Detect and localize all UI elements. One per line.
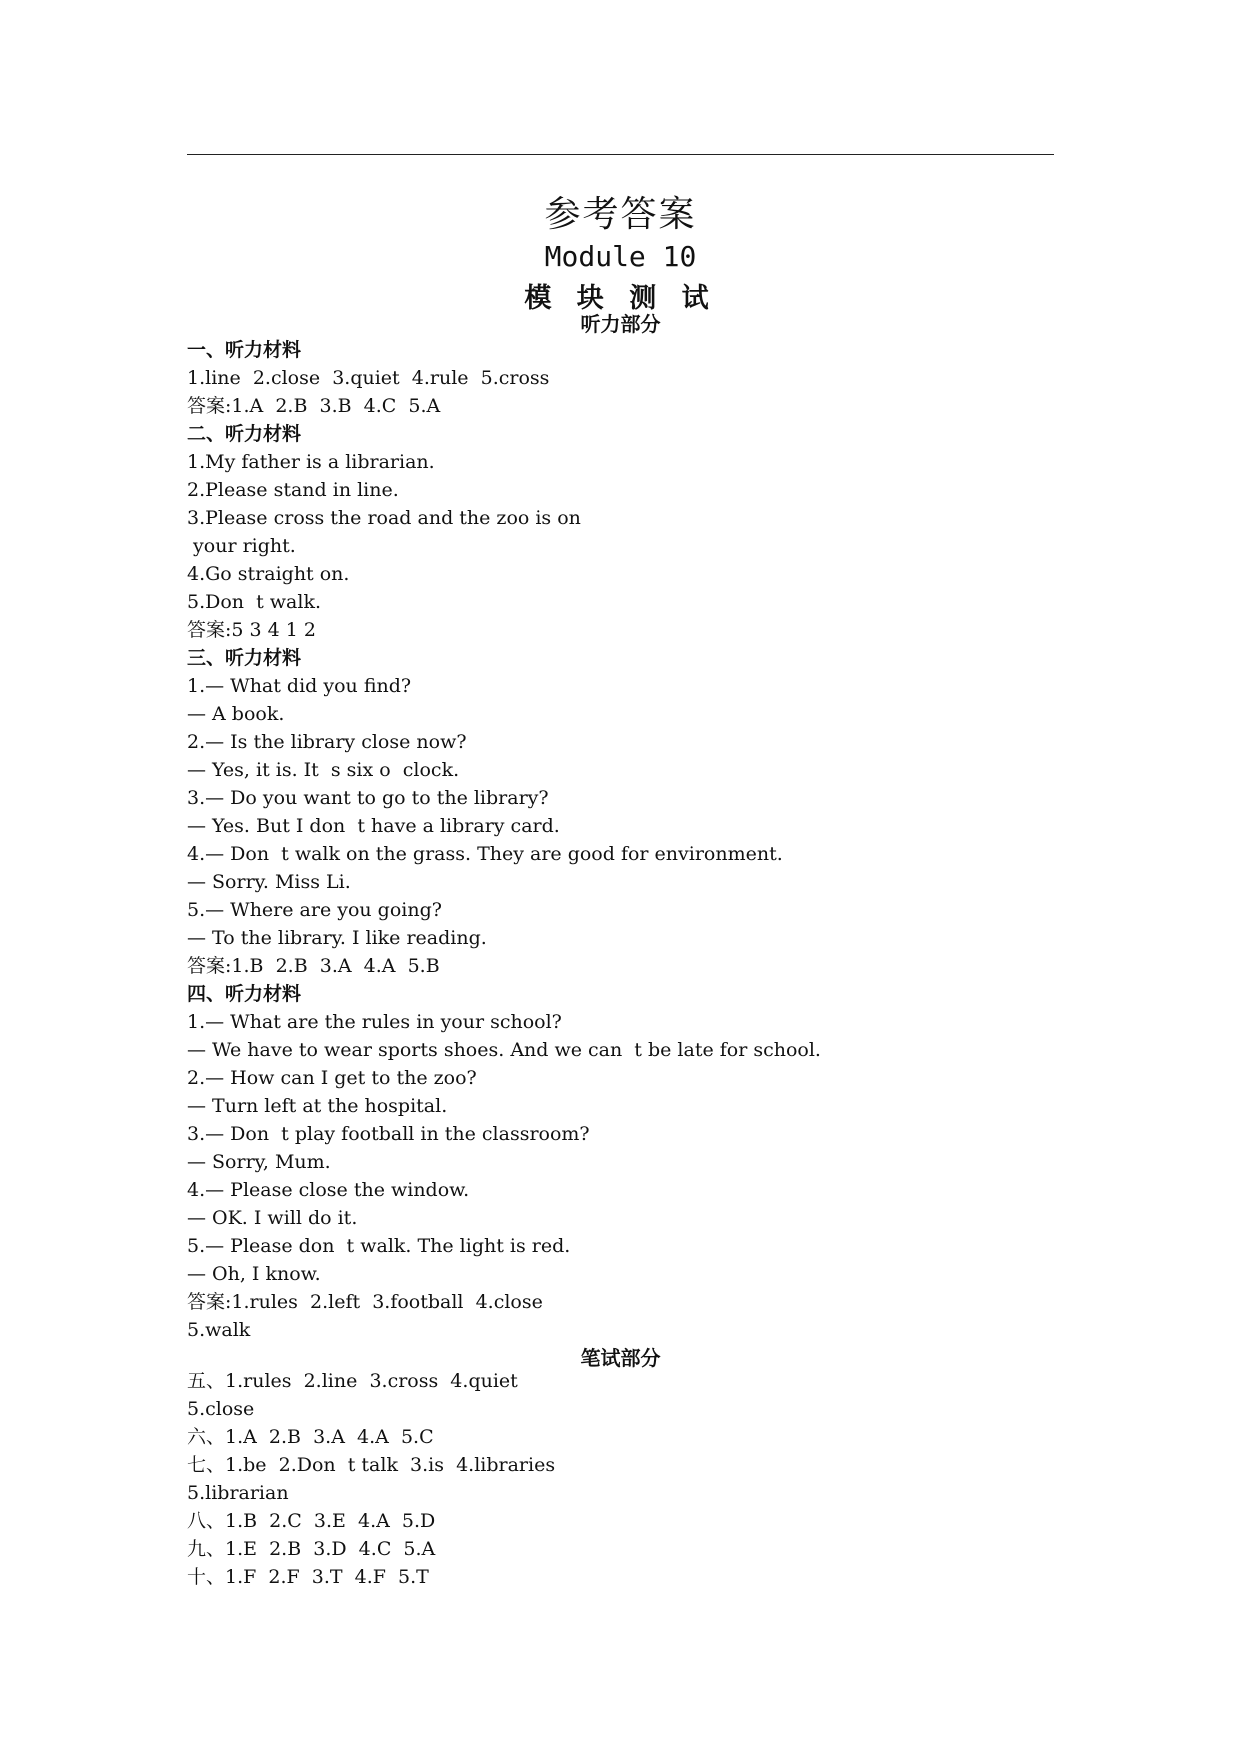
written-section-heading: 笔试部分 xyxy=(580,1346,661,1370)
section-heading: 一、听力材料 xyxy=(187,339,302,361)
answer-line: 3.Please cross the road and the zoo is on xyxy=(187,507,581,529)
dialogue-line: — Yes, it is. It s six o clock. xyxy=(187,759,460,781)
dialogue-line: 1.— What are the rules in your school? xyxy=(187,1011,562,1033)
answer-key-line: 5.walk xyxy=(187,1319,251,1341)
answer-line: your right. xyxy=(187,535,296,557)
answer-key-line: 答案:5 3 4 1 2 xyxy=(187,619,317,641)
answer-line: 七、1.be 2.Don t talk 3.is 4.libraries xyxy=(187,1454,556,1476)
written-answers xyxy=(187,1367,1087,1591)
dialogue-line: — We have to wear sports shoes. And we can t be late for school. xyxy=(187,1039,821,1061)
answer-line: 5.Don t walk. xyxy=(187,591,322,613)
answer-line: 五、1.rules 2.line 3.cross 4.quiet xyxy=(187,1370,518,1392)
section-heading: 三、听力材料 xyxy=(187,647,302,669)
listening-answers xyxy=(187,336,1087,1344)
listening-section-heading: 听力部分 xyxy=(580,312,661,336)
header-rule xyxy=(187,154,1054,155)
dialogue-line: 3.— Don t play football in the classroom? xyxy=(187,1123,590,1145)
dialogue-line: 3.— Do you want to go to the library? xyxy=(187,787,549,809)
dialogue-line: — Sorry, Mum. xyxy=(187,1151,331,1173)
section-heading: 二、听力材料 xyxy=(187,423,302,445)
answer-line: 1.My father is a librarian. xyxy=(187,451,435,473)
answer-line: 十、1.F 2.F 3.T 4.F 5.T xyxy=(187,1566,429,1588)
dialogue-line: — Sorry. Miss Li. xyxy=(187,871,351,893)
dialogue-line: — Yes. But I don t have a library card. xyxy=(187,815,560,837)
dialogue-line: — OK. I will do it. xyxy=(187,1207,358,1229)
answer-line: 八、1.B 2.C 3.E 4.A 5.D xyxy=(187,1510,436,1532)
answer-line: 5.librarian xyxy=(187,1482,289,1504)
dialogue-line: 2.— Is the library close now? xyxy=(187,731,467,753)
answer-line: 4.Go straight on. xyxy=(187,563,350,585)
dialogue-line: 5.— Where are you going? xyxy=(187,899,442,921)
answer-line: 5.close xyxy=(187,1398,255,1420)
answer-key-line: 答案:1.A 2.B 3.B 4.C 5.A xyxy=(187,395,441,417)
answer-line: 九、1.E 2.B 3.D 4.C 5.A xyxy=(187,1538,436,1560)
dialogue-line: — Turn left at the hospital. xyxy=(187,1095,448,1117)
answer-key-line: 答案:1.B 2.B 3.A 4.A 5.B xyxy=(187,955,440,977)
dialogue-line: 4.— Please close the window. xyxy=(187,1179,470,1201)
dialogue-line: 5.— Please don t walk. The light is red. xyxy=(187,1235,571,1257)
dialogue-line: — A book. xyxy=(187,703,285,725)
section-heading: 四、听力材料 xyxy=(187,983,302,1005)
dialogue-line: — To the library. I like reading. xyxy=(187,927,487,949)
test-title: 模 块 测 试 xyxy=(524,283,717,314)
answer-line: 六、1.A 2.B 3.A 4.A 5.C xyxy=(187,1426,434,1448)
page-title: 参考答案 xyxy=(544,194,697,235)
dialogue-line: 2.— How can I get to the zoo? xyxy=(187,1067,477,1089)
answer-line: 2.Please stand in line. xyxy=(187,479,399,501)
dialogue-line: 1.— What did you find? xyxy=(187,675,412,697)
dialogue-line: — Oh, I know. xyxy=(187,1263,321,1285)
answer-key-line: 答案:1.rules 2.left 3.football 4.close xyxy=(187,1291,543,1313)
module-title: Module 10 xyxy=(544,240,697,273)
dialogue-line: 4.— Don t walk on the grass. They are good for environment. xyxy=(187,843,783,865)
answer-line: 1.line 2.close 3.quiet 4.rule 5.cross xyxy=(187,367,550,389)
